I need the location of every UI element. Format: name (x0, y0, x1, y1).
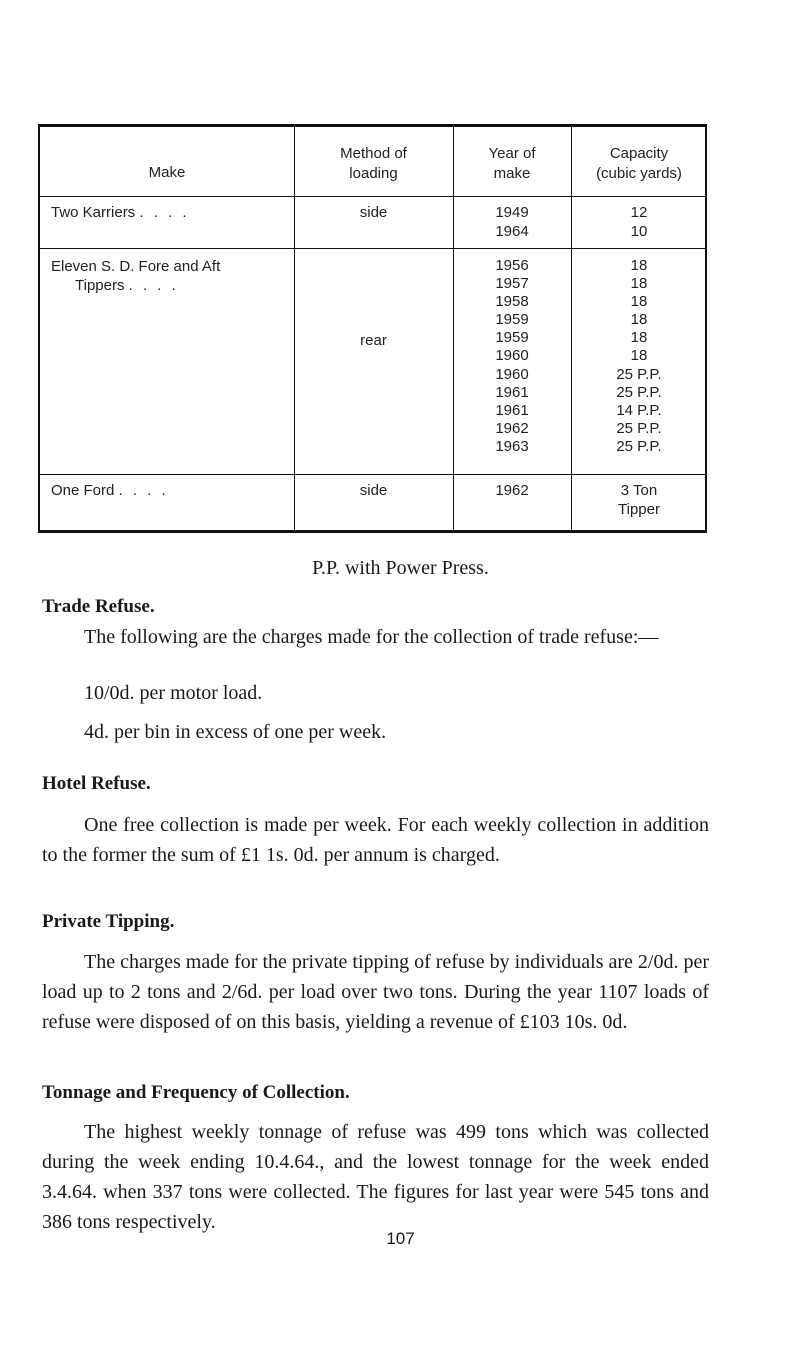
year-value: 1964 (495, 223, 529, 240)
table-footnote: P.P. with Power Press. (312, 557, 489, 579)
header-capacity-line2: (cubic yards) (596, 165, 682, 182)
section-heading-trade-refuse: Trade Refuse. (42, 596, 155, 617)
make-text: Eleven S. D. Fore and Aft (51, 258, 221, 275)
year-value: 1959 (495, 311, 529, 329)
header-capacity-line1: Capacity (609, 145, 669, 162)
year-value: 1962 (495, 419, 529, 437)
capacity-value: 25 P.P. (616, 383, 662, 401)
section-paragraph: One free collection is made per week. For each weekly collection in addition to the former the sum of £1 1s. 0d. per annum is charged. (42, 814, 709, 866)
capacity-value: 25 P.P. (616, 437, 662, 455)
table-row-years (453, 257, 571, 456)
table-row-method: rear (360, 332, 387, 349)
section-paragraph: The charges made for the private tipping of refuse by individuals are 2/0d. per load up to 2 tons and 2/6d. per load over two tons. During the year 1107 loads of refuse were disposed of on this basis, yielding a revenue of £103 10s. 0d. (42, 951, 709, 1033)
charge-line: 10/0d. per motor load. (84, 682, 263, 704)
header-year-line2: make (493, 165, 531, 182)
table-row-method: side (359, 204, 388, 221)
year-value: 1960 (495, 365, 529, 383)
make-text: One Ford (51, 482, 115, 499)
year-value: 1956 (495, 257, 529, 274)
year-value: 1958 (495, 293, 529, 311)
year-value: 1961 (495, 383, 529, 401)
table-row-capacity (571, 257, 707, 456)
capacity-value: 18 (630, 347, 648, 365)
capacity-value: Tipper (618, 501, 660, 518)
row-divider (40, 248, 705, 249)
table-row-years (453, 481, 571, 500)
capacity-value: 18 (630, 329, 648, 347)
capacity-value: 18 (630, 257, 648, 274)
capacity-value: 3 Ton (620, 482, 658, 499)
table-row-years (453, 203, 571, 241)
year-value: 1962 (495, 482, 529, 499)
capacity-value: 18 (630, 311, 648, 329)
year-value: 1963 (495, 437, 529, 455)
year-value: 1961 (495, 401, 529, 419)
year-value: 1949 (495, 204, 529, 221)
table-row-make (51, 481, 169, 501)
table-row-make (51, 257, 220, 295)
make-text: Two Karriers (51, 204, 136, 221)
vehicle-table (38, 124, 707, 533)
header-year (453, 144, 571, 184)
page-number: 107 (386, 1229, 415, 1248)
capacity-value: 10 (630, 223, 648, 240)
section-heading-tonnage: Tonnage and Frequency of Collection. (42, 1082, 350, 1103)
row-divider (40, 196, 705, 197)
section-heading-private-tipping: Private Tipping. (42, 911, 175, 932)
header-method (294, 144, 453, 184)
capacity-value: 25 P.P. (616, 365, 662, 383)
capacity-value: 18 (630, 293, 648, 311)
leader-dots: . . . . (118, 482, 169, 499)
section-heading-hotel-refuse: Hotel Refuse. (42, 773, 151, 794)
year-value: 1959 (495, 329, 529, 347)
charge-line: 4d. per bin in excess of one per week. (84, 721, 387, 743)
make-text-line2: Tippers (75, 277, 125, 294)
header-capacity (571, 144, 707, 184)
table-row-capacity (571, 481, 707, 519)
section-paragraph: The following are the charges made for the collection of trade refuse:— (84, 626, 659, 648)
year-value: 1960 (495, 347, 529, 365)
year-value: 1957 (495, 275, 529, 293)
table-row-capacity (571, 203, 707, 241)
capacity-value: 25 P.P. (616, 419, 662, 437)
column-divider (294, 127, 295, 530)
leader-dots: . . . . (139, 204, 190, 221)
leader-dots: . . . . (128, 277, 179, 294)
row-divider (40, 474, 705, 475)
header-make: Make (148, 164, 186, 181)
header-method-line1: Method of (340, 145, 407, 162)
header-method-line2: loading (349, 165, 398, 182)
capacity-value: 14 P.P. (616, 401, 662, 419)
table-row-method: side (359, 482, 388, 499)
capacity-value: 18 (630, 275, 648, 293)
section-paragraph: The highest weekly tonnage of refuse was 499 tons which was collected during the week ending 10.4.64., and the lowest tonnage for the week ended 3.4.64. when 337 tons were collected. The figures for last year were 545 tons and 386 tons respectively. (42, 1121, 709, 1233)
header-year-line1: Year of (488, 145, 536, 162)
table-row-make (51, 203, 190, 223)
capacity-value: 12 (630, 204, 648, 221)
